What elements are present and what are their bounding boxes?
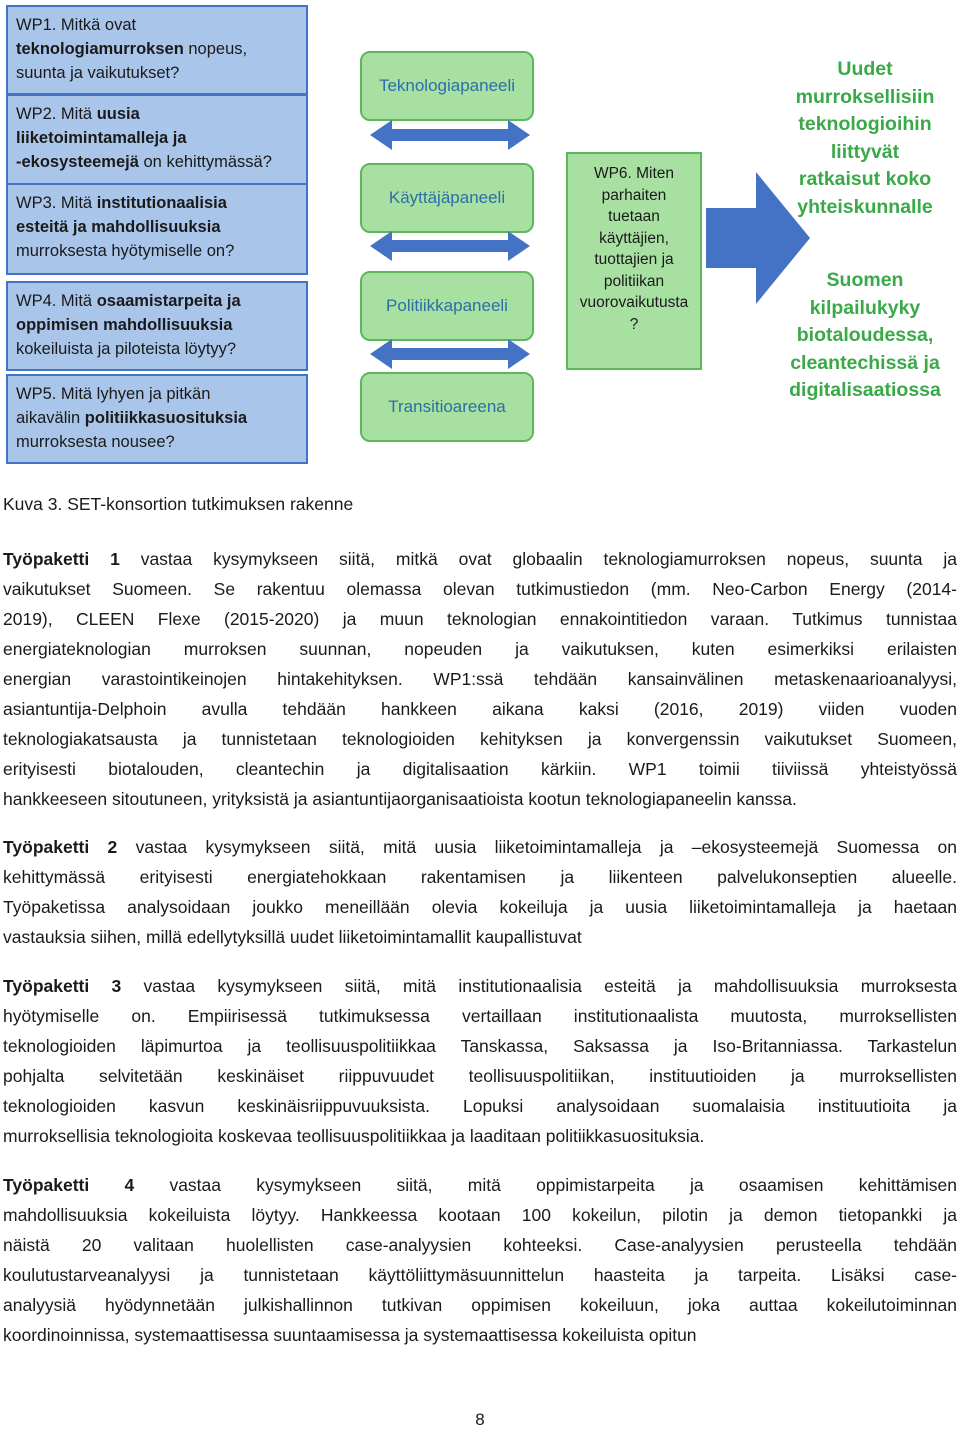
- text-run: WP2. Mitä: [16, 105, 97, 123]
- text-line: ratkaisut koko: [798, 168, 932, 190]
- text-line: politiikan: [603, 272, 665, 290]
- work-package-label: Työpaketti 3: [3, 976, 122, 996]
- paragraph-line: Työpaketti 1 vastaa kysymykseen siitä, mitkä ovat globaalin teknologiamurroksen nopeus, suunta ja: [3, 549, 957, 569]
- paragraph-line: teknologioiden läpimurtoa ja teollisuuspolitiikkaa Tanskassa, Saksassa ja Iso-Britanniassa. Tarkastelun: [3, 1036, 957, 1056]
- paragraph-line: Työpaketti 3 vastaa kysymykseen siitä, mitä institutionaalisia esteitä ja mahdollisuuksia murroksesta: [3, 976, 957, 996]
- outcome-solutions-text: [780, 56, 950, 221]
- paragraph-line: koordinoinnissa, systemaattisessa suuntaamisessa ja systemaattisessa kokeiluista opitun: [3, 1325, 697, 1345]
- emphasized-text: teknologiamurroksen: [16, 40, 184, 58]
- user-panel-box: Käyttäjäpaneeli: [360, 163, 534, 233]
- paragraph-line: Työpaketti 2 vastaa kysymykseen siitä, mitä uusia liiketoimintamalleja ja –ekosysteemejä Suomessa on: [3, 837, 957, 857]
- paragraph-line: hankkeeseen sitoutuneen, yrityksistä ja asiantuntijaorganisaatioista kootun teknologiapaneelin kanssa.: [3, 789, 797, 809]
- paragraph-line: teknologiakatsausta ja tunnistetaan teknologioiden kehityksen ja konvergenssin vaikutukset Suomeen,: [3, 729, 957, 749]
- wp2-box: [6, 94, 308, 185]
- text-line: WP6. Miten: [593, 165, 675, 182]
- wp6-box: [566, 152, 702, 370]
- text-run: WP1. Mitkä ovat: [16, 16, 137, 34]
- paragraph-line: näistä 20 valitaan huolellisten case-analyysien kohteeksi. Case-analyysien perusteella tehdään: [3, 1235, 957, 1255]
- wp5-box: [6, 374, 308, 464]
- paragraph-line: analyysiä hyödynnetään julkishallinnon tutkivan oppimisen kokeiluun, joka auttaa kokeilutoiminnan: [3, 1295, 957, 1315]
- paragraph-line: vastauksia siihen, millä edellytyksillä uudet liiketoimintamallit kaupallistuvat: [3, 927, 582, 947]
- page-number: 8: [475, 1410, 485, 1429]
- text-line: yhteiskunnalle: [797, 195, 933, 218]
- work-package-label: Työpaketti 2: [3, 837, 118, 857]
- double-arrow-icon: [370, 120, 530, 150]
- text-run: nopeus, suunta ja vaikutukset?: [16, 40, 248, 82]
- paragraph-line: erityisesti biotalouden, cleantechin ja digitalisaation kärkiin. WP1 toimii tiiviissä yhteistyössä: [3, 759, 957, 779]
- paragraph-line: vaikutukset Suomeen. Se rakentuu olemassa olevan tutkimustiedon (mm. Neo-Carbon Energy (2014-: [3, 579, 957, 599]
- text-line: Suomen: [826, 269, 904, 291]
- paragraph-line: hyötymiselle on. Empiirisessä tutkimuksessa vertaillaan institutionaalista muutosta, murroksellisten: [3, 1006, 957, 1026]
- policy-panel-box: Politiikkapaneeli: [360, 271, 534, 341]
- wp4-box: [6, 281, 308, 371]
- text-line: parhaiten: [601, 186, 667, 204]
- paragraph-line: murroksellisia teknologioita koskevaa teollisuuspolitiikkaa ja laaditaan politiikkasuosituksia.: [3, 1126, 705, 1146]
- paragraph-wp2: [3, 832, 957, 952]
- paragraph-wp1: [3, 544, 957, 814]
- paragraph-line: 2019), CLEEN Flexe (2015-2020) ja muun teknologian ennakointitiedon varaan. Tutkimus tunnistaa: [3, 609, 957, 629]
- text-line: kilpailukyky: [809, 296, 921, 319]
- emphasized-text: uusia liiketoimintamalleja ja -ekosysteemejä: [16, 105, 187, 171]
- text-line: biotaloudessa,: [796, 324, 934, 346]
- text-run: murroksesta hyötymiselle on?: [16, 242, 235, 260]
- research-structure-diagram: [0, 0, 960, 470]
- text-line: digitalisaatiossa: [789, 379, 941, 401]
- paragraph-line: mahdollisuuksia kokeiluista löytyy. Hankkeessa kootaan 100 kokeilun, pilotin ja demon tietopankki ja: [3, 1205, 957, 1225]
- double-arrow-icon: [370, 231, 530, 261]
- paragraph-line: teknologioiden kasvun keskinäisriippuvuuksista. Lopuksi analysoidaan suomalaisia instituutioita ja: [3, 1096, 957, 1116]
- text-run: WP4. Mitä: [16, 292, 97, 310]
- paragraph-wp3: [3, 971, 957, 1151]
- technology-panel-box: Teknologiapaneeli: [360, 51, 534, 121]
- text-run: kokeiluista ja piloteista löytyy?: [16, 340, 237, 358]
- outcome-competitiveness-text: [780, 267, 950, 405]
- figure-caption: Kuva 3. SET-konsortion tutkimuksen rakenne: [3, 494, 354, 514]
- text-line: käyttäjien,: [599, 229, 669, 247]
- text-line: ?: [629, 315, 639, 333]
- text-line: liittyvät: [830, 140, 900, 163]
- text-run: WP3. Mitä: [16, 194, 97, 212]
- paragraph-line: kehittymässä erityisesti energiatehokkaan rakentamisen ja liikenteen palvelukonseptien alueelle.: [3, 867, 957, 887]
- double-arrow-icon: [370, 339, 530, 369]
- text-run: on kehittymässä?: [138, 153, 272, 171]
- transition-arena-box: Transitioareena: [360, 372, 534, 442]
- paragraph-line: pohjalta selvitetään keskinäiset riippuvuudet teollisuuspolitiikan, instituutioiden ja murroksellisten: [3, 1066, 957, 1086]
- work-package-label: Työpaketti 4: [3, 1175, 135, 1195]
- emphasized-text: politiikkasuosituksia: [84, 409, 248, 427]
- emphasized-text: institutionaalisia esteitä ja mahdollisuuksia: [16, 194, 227, 236]
- paragraph-line: energian varastointikeinojen hintakehityksen. WP1:ssä tehdään kansainvälinen metaskenaarioanalyysi,: [3, 669, 957, 689]
- text-run: WP5. Mitä lyhyen ja pitkän aikavälin: [16, 385, 211, 427]
- text-line: teknologioihin: [798, 113, 932, 135]
- wp3-box: [6, 183, 308, 275]
- paragraph-line: koulutustarveanalyysi ja tunnistetaan käyttöliittymäsuunnittelun haasteita ja tarpeita. Lisäksi case-: [3, 1265, 957, 1285]
- text-line: murroksellisiin: [795, 85, 935, 108]
- text-line: Uudet: [837, 58, 893, 80]
- paragraph-line: Työpaketti 4 vastaa kysymykseen siitä, mitä oppimistarpeita ja osaamisen kehittämisen: [3, 1175, 957, 1195]
- paragraph-line: energiateknologian murroksen suunnan, nopeuden ja vaikutuksen, kuten esimerkiksi erilaisten: [3, 639, 957, 659]
- text-line: vuorovaikutusta: [579, 294, 689, 311]
- paragraph-line: asiantuntija-Delphoin avulla tehdään hankkeen aikana kaksi (2016, 2019) viiden vuoden: [3, 699, 957, 719]
- emphasized-text: osaamistarpeita ja oppimisen mahdollisuuksia: [16, 292, 241, 334]
- text-line: tuetaan: [608, 208, 660, 225]
- paragraph-line: Työpaketissa analysoidaan joukko meneillään olevia kokeiluja ja uusia liiketoimintamalleja ja haetaan: [3, 897, 957, 917]
- paragraph-wp4: [3, 1170, 957, 1350]
- work-package-label: Työpaketti 1: [3, 549, 120, 569]
- text-run: murroksesta nousee?: [16, 433, 175, 451]
- text-line: tuottajien ja: [594, 251, 674, 268]
- wp1-box: [6, 5, 308, 95]
- text-line: cleantechissä ja: [790, 351, 940, 374]
